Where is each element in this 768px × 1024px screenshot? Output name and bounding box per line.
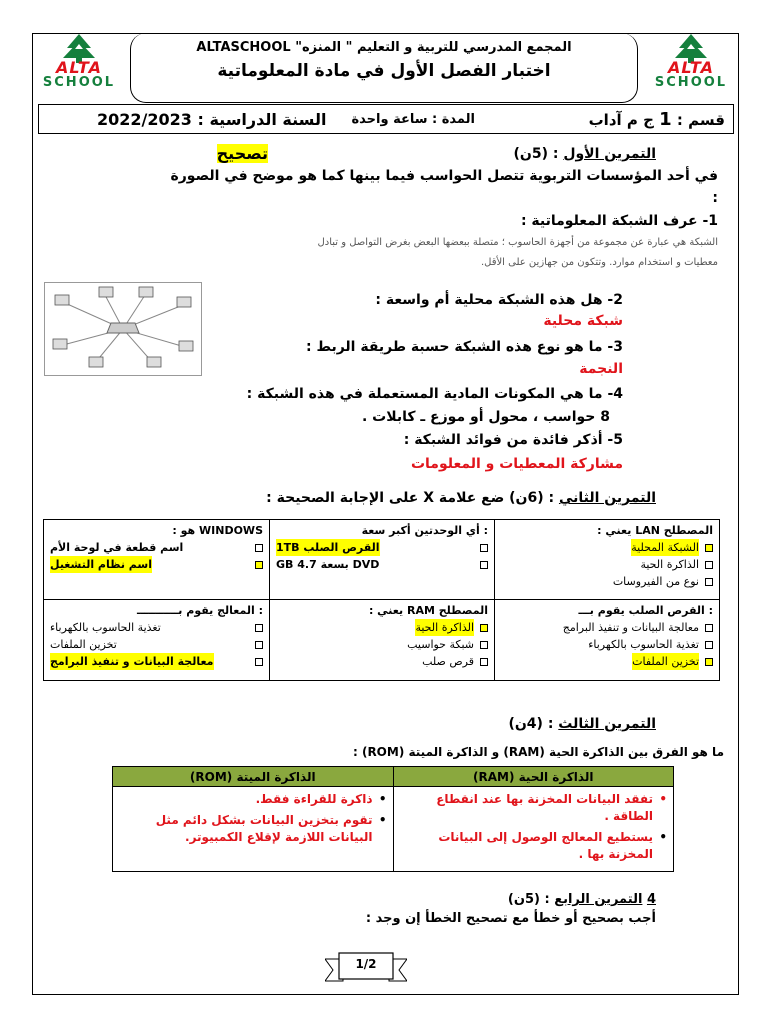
checkbox[interactable] xyxy=(255,544,263,552)
class-label: قسم : xyxy=(676,110,725,129)
mcq-option[interactable] xyxy=(501,636,713,653)
rom-column-header: الذاكرة الميتة (ROM) xyxy=(113,767,394,787)
answer-4: 8 حواسب ، محول أو موزع ـ كابلات . xyxy=(361,409,610,425)
question-2: 2- هل هذه الشبكة محلية أم واسعة : xyxy=(375,292,623,308)
checkbox[interactable] xyxy=(255,561,263,569)
class-number: 1 xyxy=(659,108,672,130)
exercise4-heading xyxy=(508,892,656,907)
alta-school-logo-right xyxy=(650,34,732,96)
school-name-line xyxy=(131,39,637,57)
answer-3: النجمة xyxy=(579,361,623,377)
mcq-question: : المعالج يقوم بـــــــــــ xyxy=(136,604,263,617)
exam-title: اختبار الفصل الأول في مادة المعلوماتية xyxy=(217,61,551,81)
exercise4-title: التمرين الرابع xyxy=(554,892,643,907)
option-label: اسم قطعة في لوحة الأم xyxy=(50,541,184,554)
option-label: قرص صلب xyxy=(422,655,474,668)
mcq-option[interactable] xyxy=(50,653,263,670)
checkbox[interactable] xyxy=(480,561,488,569)
option-label: معالجة البيانات و تنفيذ البرامج xyxy=(50,655,214,668)
question-5: 5- أذكر فائدة من فوائد الشبكة : xyxy=(403,432,623,448)
correction-label: تصحيح xyxy=(216,144,268,163)
option-label: تغذية الحاسوب بالكهرباء xyxy=(50,621,161,634)
option-label: معالجة البيانات و تنفيذ البرامج xyxy=(562,621,699,634)
ram-point: • تفقد البيانات المخزنة بها عند انقطاع الطاقة . xyxy=(400,791,668,825)
mcq-cell-ram xyxy=(269,600,494,680)
checkbox[interactable] xyxy=(255,641,263,649)
exercise1-intro: في أحد المؤسسات التربوية تتصل الحواسب فيما بينها كما هو موضح في الصورة xyxy=(170,168,718,184)
exercise2-title: التمرين الثاني xyxy=(558,490,656,506)
mcq-option[interactable] xyxy=(501,539,713,556)
checkbox[interactable] xyxy=(480,658,488,666)
checkbox[interactable] xyxy=(705,641,713,649)
checkbox[interactable] xyxy=(705,561,713,569)
mcq-option[interactable] xyxy=(50,636,263,653)
logo-alta-text: ALTA xyxy=(668,58,714,77)
checkbox[interactable] xyxy=(705,658,713,666)
exercise1-heading xyxy=(513,146,656,162)
mcq-grid xyxy=(43,519,720,681)
class-info xyxy=(589,109,725,130)
logo-alta-text: ALTA xyxy=(56,58,102,77)
exercise4-marks: : (5ن) xyxy=(507,892,550,907)
checkbox[interactable] xyxy=(705,624,713,632)
alta-school-logo-left xyxy=(38,34,120,96)
mcq-option[interactable] xyxy=(50,539,263,556)
school-year xyxy=(97,110,326,129)
answer-1-line1: الشبكة هي عبارة عن مجموعة من أجهزة الحاسوب ؛ متصلة ببعضها البعض بغرض التواصل و تبادل xyxy=(317,237,718,248)
exercise3-marks: : (4ن) xyxy=(508,716,554,732)
exercise2-instruction: : (6ن) ضع علامة X على الإجابة الصحيحة : xyxy=(266,490,555,506)
mcq-option[interactable] xyxy=(276,619,488,636)
option-label: نوع من الفيروسات xyxy=(612,575,699,588)
exam-header xyxy=(130,33,638,103)
class-name: ج م آداب xyxy=(588,110,654,129)
answer-5: مشاركة المعطيات و المعلومات xyxy=(410,456,623,472)
mcq-cell-lan xyxy=(494,520,719,600)
ram-rom-table xyxy=(112,766,674,872)
rom-point: • تقوم بتخزين البيانات بشكل دائم مثل البيانات اللازمة لإقلاع الكمبيوتر. xyxy=(119,812,387,846)
ram-column-header: الذاكرة الحية (RAM) xyxy=(393,767,674,787)
option-label: تغذية الحاسوب بالكهرباء xyxy=(588,638,699,651)
checkbox[interactable] xyxy=(705,544,713,552)
option-label: الشبكة المحلية xyxy=(631,541,699,554)
checkbox[interactable] xyxy=(480,544,488,552)
mcq-cell-harddisk xyxy=(494,600,719,680)
option-label: الذاكرة الحية xyxy=(640,558,699,571)
network-star-image xyxy=(44,282,202,376)
mcq-option[interactable] xyxy=(501,556,713,573)
exercise1-title: التمرين الأول xyxy=(563,146,656,162)
rom-cell xyxy=(113,787,394,872)
mcq-option[interactable] xyxy=(501,653,713,670)
page-number-ribbon xyxy=(325,951,407,985)
mcq-option[interactable] xyxy=(276,539,488,556)
logo-school-text: SCHOOL xyxy=(42,75,116,90)
mcq-question: : القرص الصلب يقوم بـــ xyxy=(578,604,713,617)
page-number: 1/2 xyxy=(355,957,377,971)
option-label: تخزين الملفات xyxy=(50,638,117,651)
mcq-question: : أي الوحدتين أكبر سعة xyxy=(361,524,488,537)
question-4: 4- ما هي المكونات المادية المستعملة في هذه الشبكة : xyxy=(246,386,623,402)
option-label: القرص الصلب 1TB xyxy=(276,541,380,554)
exercise1-intro-colon: : xyxy=(712,190,718,206)
exercise4-instruction: أجب بصحيح أو خطأ مع تصحيح الخطأ إن وجد : xyxy=(365,911,656,926)
option-label: اسم نظام التشغيل xyxy=(50,558,153,571)
star-network-illustration xyxy=(45,283,201,375)
logo-school-text: SCHOOL xyxy=(654,75,728,90)
mcq-option[interactable] xyxy=(501,619,713,636)
exercise1-marks: : (5ن) xyxy=(513,146,559,162)
mcq-question: المصطلح LAN يعني : xyxy=(597,524,713,537)
ram-point: • يستطيع المعالج الوصول إلى البيانات المخزنة بها . xyxy=(400,829,668,863)
mcq-question: WINDOWS هو : xyxy=(172,524,263,537)
checkbox[interactable] xyxy=(705,578,713,586)
option-label: DVD بسعة 4.7 GB xyxy=(276,558,380,571)
option-label: تخزين الملفات xyxy=(632,655,699,668)
exam-duration: المدة : ساعة واحدة xyxy=(351,111,475,127)
mcq-cell-cpu xyxy=(44,600,269,680)
school-year-label: السنة الدراسية : xyxy=(197,109,327,129)
answer-1-line2: معطيات و استخدام موارد. وتتكون من جهازين على الأقل. xyxy=(480,257,718,268)
exercise3-heading xyxy=(508,716,656,732)
mcq-option[interactable] xyxy=(50,556,263,573)
question-3: 3- ما هو نوع هذه الشبكة حسبة طريقة الربط : xyxy=(305,339,623,355)
mcq-cell-capacity xyxy=(269,520,494,600)
exercise3-title: التمرين الثالث xyxy=(558,716,656,732)
option-label: شبكة حواسيب xyxy=(407,638,474,651)
mcq-cell-windows xyxy=(44,520,269,600)
school-year-value: 2022/2023 xyxy=(97,109,192,129)
checkbox[interactable] xyxy=(480,641,488,649)
exercise2-heading xyxy=(266,490,656,506)
exercise4-number: 4 xyxy=(646,892,656,907)
checkbox[interactable] xyxy=(480,624,488,632)
school-name-arabic: المجمع المدرسي للتربية و التعليم " المنزه" xyxy=(295,40,572,55)
answer-2: شبكة محلية xyxy=(543,313,623,329)
exercise3-question: ما هو الفرق بين الذاكرة الحية (RAM) و الذاكرة الميتة (ROM) : xyxy=(352,745,724,759)
exam-info-bar xyxy=(38,104,734,134)
mcq-option[interactable] xyxy=(276,556,488,573)
option-label: الذاكرة الحية xyxy=(415,621,474,634)
question-1: 1- عرف الشبكة المعلوماتية : xyxy=(520,213,718,229)
checkbox[interactable] xyxy=(255,658,263,666)
mcq-question: المصطلح RAM يعني : xyxy=(368,604,488,617)
mcq-option[interactable] xyxy=(276,653,488,670)
mcq-option[interactable] xyxy=(276,636,488,653)
rom-point: • ذاكرة للقراءة فقط. xyxy=(119,791,387,808)
mcq-option[interactable] xyxy=(50,619,263,636)
ram-cell xyxy=(393,787,674,872)
checkbox[interactable] xyxy=(255,624,263,632)
mcq-option[interactable] xyxy=(501,573,713,590)
school-name-latin: ALTASCHOOL xyxy=(196,40,291,55)
